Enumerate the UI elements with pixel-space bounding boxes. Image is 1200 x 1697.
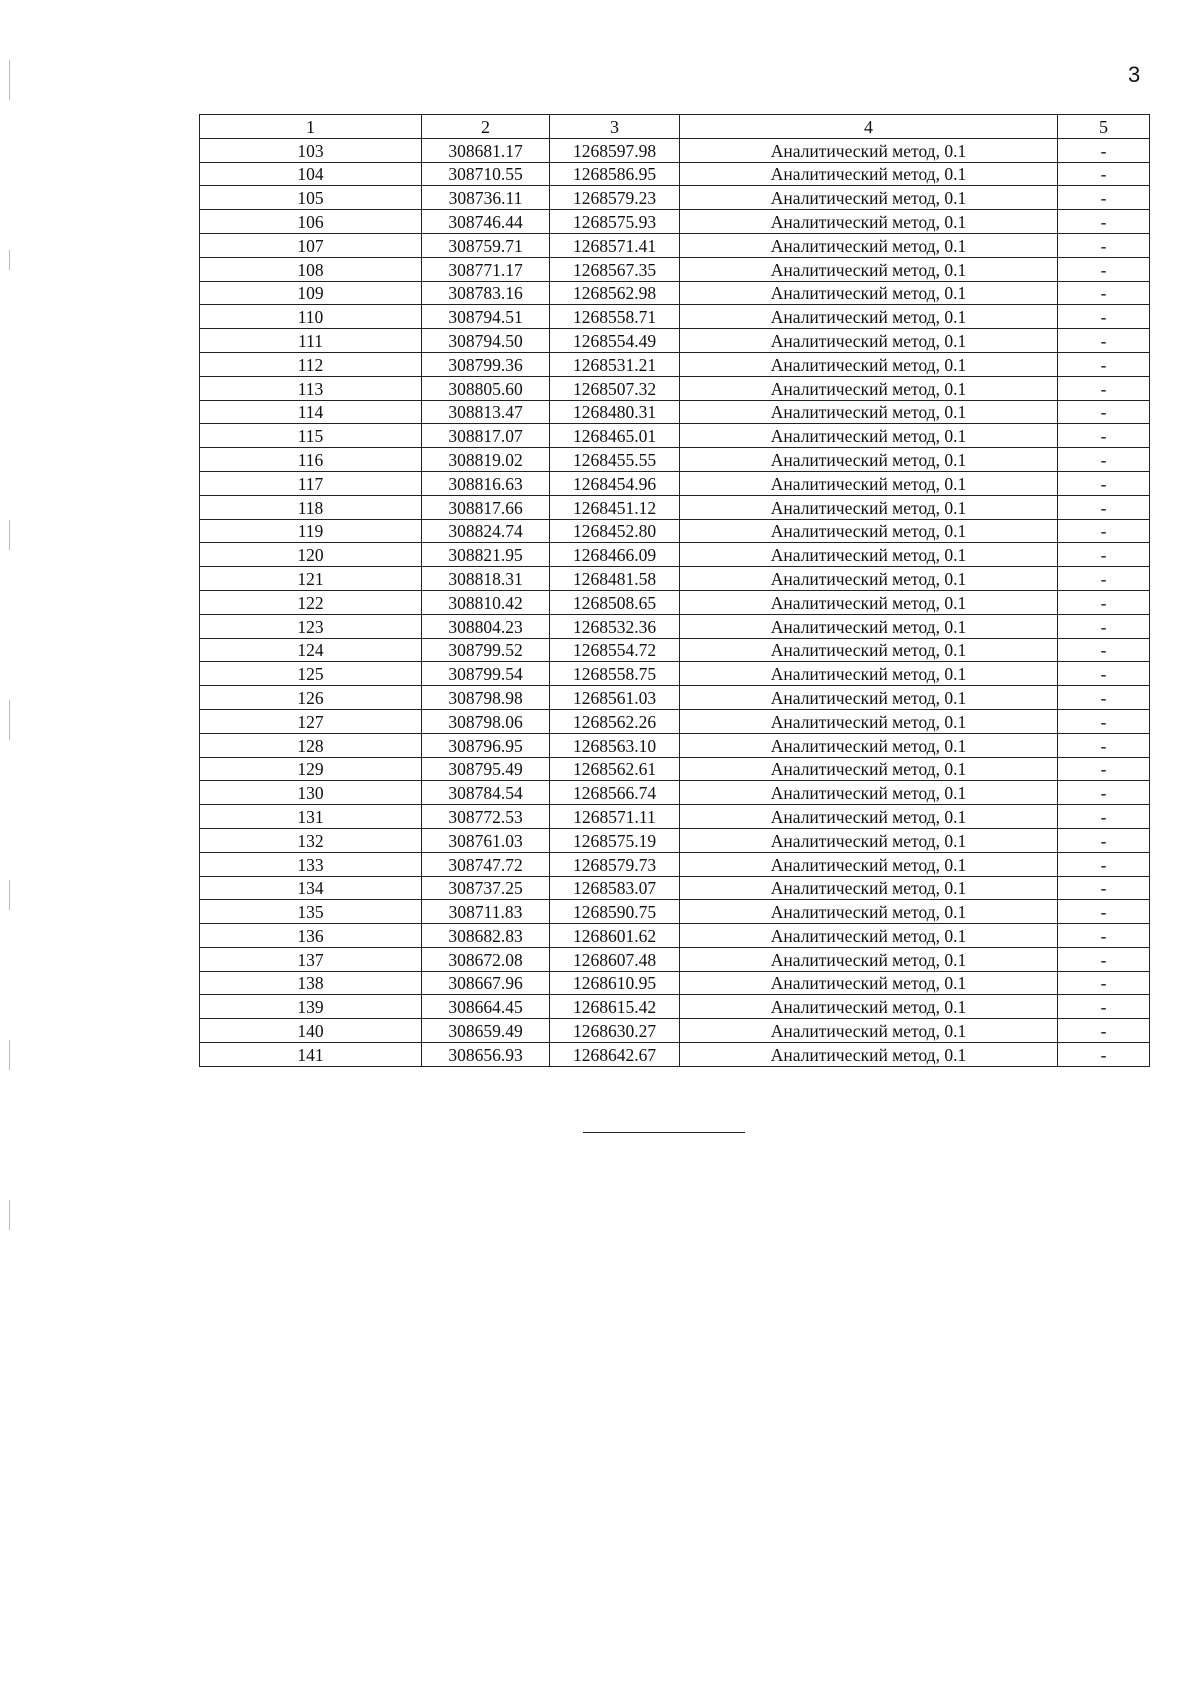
table-row bbox=[200, 590, 1150, 614]
table-row bbox=[200, 614, 1150, 638]
scan-margin-mark bbox=[9, 250, 10, 270]
y-coordinate-cell: 1268562.26 bbox=[550, 709, 680, 733]
x-coordinate-cell: 308761.03 bbox=[422, 828, 550, 852]
scan-margin-mark bbox=[9, 520, 10, 550]
table-row bbox=[200, 781, 1150, 805]
point-number-cell: 126 bbox=[200, 686, 422, 710]
y-coordinate-cell: 1268558.75 bbox=[550, 662, 680, 686]
table-row bbox=[200, 1019, 1150, 1043]
method-cell: Аналитический метод, 0.1 bbox=[680, 662, 1058, 686]
notes-cell: - bbox=[1058, 590, 1150, 614]
x-coordinate-cell: 308795.49 bbox=[422, 757, 550, 781]
y-coordinate-cell: 1268575.93 bbox=[550, 210, 680, 234]
table-row bbox=[200, 424, 1150, 448]
y-coordinate-cell: 1268455.55 bbox=[550, 448, 680, 472]
point-number-cell: 127 bbox=[200, 709, 422, 733]
column-header: 3 bbox=[550, 115, 680, 139]
point-number-cell: 130 bbox=[200, 781, 422, 805]
method-cell: Аналитический метод, 0.1 bbox=[680, 400, 1058, 424]
method-cell: Аналитический метод, 0.1 bbox=[680, 567, 1058, 591]
method-cell: Аналитический метод, 0.1 bbox=[680, 519, 1058, 543]
x-coordinate-cell: 308659.49 bbox=[422, 1019, 550, 1043]
x-coordinate-cell: 308816.63 bbox=[422, 471, 550, 495]
notes-cell: - bbox=[1058, 376, 1150, 400]
point-number-cell: 140 bbox=[200, 1019, 422, 1043]
point-number-cell: 113 bbox=[200, 376, 422, 400]
page-number: 3 bbox=[1128, 62, 1141, 87]
method-cell: Аналитический метод, 0.1 bbox=[680, 924, 1058, 948]
method-cell: Аналитический метод, 0.1 bbox=[680, 733, 1058, 757]
notes-cell: - bbox=[1058, 995, 1150, 1019]
y-coordinate-cell: 1268562.61 bbox=[550, 757, 680, 781]
method-cell: Аналитический метод, 0.1 bbox=[680, 614, 1058, 638]
notes-cell: - bbox=[1058, 947, 1150, 971]
notes-cell: - bbox=[1058, 233, 1150, 257]
method-cell: Аналитический метод, 0.1 bbox=[680, 210, 1058, 234]
y-coordinate-cell: 1268481.58 bbox=[550, 567, 680, 591]
point-number-cell: 132 bbox=[200, 828, 422, 852]
method-cell: Аналитический метод, 0.1 bbox=[680, 352, 1058, 376]
table-row bbox=[200, 828, 1150, 852]
point-number-cell: 118 bbox=[200, 495, 422, 519]
x-coordinate-cell: 308817.07 bbox=[422, 424, 550, 448]
table-row bbox=[200, 709, 1150, 733]
notes-cell: - bbox=[1058, 210, 1150, 234]
table-row bbox=[200, 876, 1150, 900]
point-number-cell: 110 bbox=[200, 305, 422, 329]
point-number-cell: 121 bbox=[200, 567, 422, 591]
point-number-cell: 134 bbox=[200, 876, 422, 900]
y-coordinate-cell: 1268642.67 bbox=[550, 1043, 680, 1067]
method-cell: Аналитический метод, 0.1 bbox=[680, 805, 1058, 829]
y-coordinate-cell: 1268466.09 bbox=[550, 543, 680, 567]
table-row bbox=[200, 947, 1150, 971]
method-cell: Аналитический метод, 0.1 bbox=[680, 281, 1058, 305]
table-row bbox=[200, 305, 1150, 329]
notes-cell: - bbox=[1058, 519, 1150, 543]
y-coordinate-cell: 1268583.07 bbox=[550, 876, 680, 900]
point-number-cell: 111 bbox=[200, 329, 422, 353]
notes-cell: - bbox=[1058, 281, 1150, 305]
notes-cell: - bbox=[1058, 448, 1150, 472]
method-cell: Аналитический метод, 0.1 bbox=[680, 233, 1058, 257]
table-row bbox=[200, 638, 1150, 662]
y-coordinate-cell: 1268579.23 bbox=[550, 186, 680, 210]
method-cell: Аналитический метод, 0.1 bbox=[680, 495, 1058, 519]
y-coordinate-cell: 1268590.75 bbox=[550, 900, 680, 924]
point-number-cell: 120 bbox=[200, 543, 422, 567]
point-number-cell: 141 bbox=[200, 1043, 422, 1067]
x-coordinate-cell: 308798.98 bbox=[422, 686, 550, 710]
point-number-cell: 109 bbox=[200, 281, 422, 305]
y-coordinate-cell: 1268607.48 bbox=[550, 947, 680, 971]
method-cell: Аналитический метод, 0.1 bbox=[680, 686, 1058, 710]
y-coordinate-cell: 1268532.36 bbox=[550, 614, 680, 638]
x-coordinate-cell: 308805.60 bbox=[422, 376, 550, 400]
notes-cell: - bbox=[1058, 924, 1150, 948]
x-coordinate-cell: 308667.96 bbox=[422, 971, 550, 995]
notes-cell: - bbox=[1058, 305, 1150, 329]
x-coordinate-cell: 308747.72 bbox=[422, 852, 550, 876]
x-coordinate-cell: 308824.74 bbox=[422, 519, 550, 543]
point-number-cell: 122 bbox=[200, 590, 422, 614]
table-row bbox=[200, 662, 1150, 686]
y-coordinate-cell: 1268586.95 bbox=[550, 162, 680, 186]
notes-cell: - bbox=[1058, 138, 1150, 162]
table-row bbox=[200, 210, 1150, 234]
y-coordinate-cell: 1268562.98 bbox=[550, 281, 680, 305]
method-cell: Аналитический метод, 0.1 bbox=[680, 1043, 1058, 1067]
y-coordinate-cell: 1268566.74 bbox=[550, 781, 680, 805]
point-number-cell: 129 bbox=[200, 757, 422, 781]
point-number-cell: 133 bbox=[200, 852, 422, 876]
column-header: 2 bbox=[422, 115, 550, 139]
y-coordinate-cell: 1268563.10 bbox=[550, 733, 680, 757]
notes-cell: - bbox=[1058, 757, 1150, 781]
notes-cell: - bbox=[1058, 567, 1150, 591]
method-cell: Аналитический метод, 0.1 bbox=[680, 781, 1058, 805]
y-coordinate-cell: 1268597.98 bbox=[550, 138, 680, 162]
table-row bbox=[200, 757, 1150, 781]
scan-margin-mark bbox=[9, 1200, 10, 1230]
y-coordinate-cell: 1268452.80 bbox=[550, 519, 680, 543]
x-coordinate-cell: 308736.11 bbox=[422, 186, 550, 210]
scan-margin-mark bbox=[9, 1040, 10, 1070]
method-cell: Аналитический метод, 0.1 bbox=[680, 138, 1058, 162]
column-header: 5 bbox=[1058, 115, 1150, 139]
y-coordinate-cell: 1268531.21 bbox=[550, 352, 680, 376]
notes-cell: - bbox=[1058, 186, 1150, 210]
point-number-cell: 107 bbox=[200, 233, 422, 257]
method-cell: Аналитический метод, 0.1 bbox=[680, 1019, 1058, 1043]
point-number-cell: 114 bbox=[200, 400, 422, 424]
method-cell: Аналитический метод, 0.1 bbox=[680, 424, 1058, 448]
method-cell: Аналитический метод, 0.1 bbox=[680, 900, 1058, 924]
y-coordinate-cell: 1268508.65 bbox=[550, 590, 680, 614]
coordinates-table bbox=[199, 114, 1150, 1067]
notes-cell: - bbox=[1058, 781, 1150, 805]
point-number-cell: 116 bbox=[200, 448, 422, 472]
notes-cell: - bbox=[1058, 686, 1150, 710]
y-coordinate-cell: 1268554.49 bbox=[550, 329, 680, 353]
table-row bbox=[200, 900, 1150, 924]
notes-cell: - bbox=[1058, 400, 1150, 424]
x-coordinate-cell: 308804.23 bbox=[422, 614, 550, 638]
table-row bbox=[200, 138, 1150, 162]
table-row bbox=[200, 448, 1150, 472]
x-coordinate-cell: 308798.06 bbox=[422, 709, 550, 733]
y-coordinate-cell: 1268451.12 bbox=[550, 495, 680, 519]
method-cell: Аналитический метод, 0.1 bbox=[680, 876, 1058, 900]
notes-cell: - bbox=[1058, 828, 1150, 852]
notes-cell: - bbox=[1058, 329, 1150, 353]
point-number-cell: 136 bbox=[200, 924, 422, 948]
y-coordinate-cell: 1268571.41 bbox=[550, 233, 680, 257]
method-cell: Аналитический метод, 0.1 bbox=[680, 329, 1058, 353]
x-coordinate-cell: 308799.54 bbox=[422, 662, 550, 686]
y-coordinate-cell: 1268561.03 bbox=[550, 686, 680, 710]
y-coordinate-cell: 1268579.73 bbox=[550, 852, 680, 876]
notes-cell: - bbox=[1058, 1043, 1150, 1067]
method-cell: Аналитический метод, 0.1 bbox=[680, 638, 1058, 662]
method-cell: Аналитический метод, 0.1 bbox=[680, 852, 1058, 876]
point-number-cell: 106 bbox=[200, 210, 422, 234]
y-coordinate-cell: 1268601.62 bbox=[550, 924, 680, 948]
table-row bbox=[200, 257, 1150, 281]
x-coordinate-cell: 308821.95 bbox=[422, 543, 550, 567]
x-coordinate-cell: 308664.45 bbox=[422, 995, 550, 1019]
point-number-cell: 139 bbox=[200, 995, 422, 1019]
table-header-row bbox=[200, 115, 1150, 139]
table-row bbox=[200, 519, 1150, 543]
x-coordinate-cell: 308799.36 bbox=[422, 352, 550, 376]
notes-cell: - bbox=[1058, 805, 1150, 829]
method-cell: Аналитический метод, 0.1 bbox=[680, 590, 1058, 614]
x-coordinate-cell: 308772.53 bbox=[422, 805, 550, 829]
y-coordinate-cell: 1268571.11 bbox=[550, 805, 680, 829]
table-row bbox=[200, 971, 1150, 995]
notes-cell: - bbox=[1058, 638, 1150, 662]
table-row bbox=[200, 805, 1150, 829]
notes-cell: - bbox=[1058, 352, 1150, 376]
table-row bbox=[200, 1043, 1150, 1067]
point-number-cell: 135 bbox=[200, 900, 422, 924]
x-coordinate-cell: 308818.31 bbox=[422, 567, 550, 591]
y-coordinate-cell: 1268630.27 bbox=[550, 1019, 680, 1043]
method-cell: Аналитический метод, 0.1 bbox=[680, 305, 1058, 329]
point-number-cell: 128 bbox=[200, 733, 422, 757]
table-row bbox=[200, 281, 1150, 305]
table-row bbox=[200, 733, 1150, 757]
x-coordinate-cell: 308711.83 bbox=[422, 900, 550, 924]
point-number-cell: 131 bbox=[200, 805, 422, 829]
method-cell: Аналитический метод, 0.1 bbox=[680, 947, 1058, 971]
notes-cell: - bbox=[1058, 257, 1150, 281]
table-row bbox=[200, 162, 1150, 186]
notes-cell: - bbox=[1058, 733, 1150, 757]
notes-cell: - bbox=[1058, 614, 1150, 638]
x-coordinate-cell: 308817.66 bbox=[422, 495, 550, 519]
x-coordinate-cell: 308672.08 bbox=[422, 947, 550, 971]
table-row bbox=[200, 186, 1150, 210]
y-coordinate-cell: 1268615.42 bbox=[550, 995, 680, 1019]
point-number-cell: 103 bbox=[200, 138, 422, 162]
y-coordinate-cell: 1268465.01 bbox=[550, 424, 680, 448]
method-cell: Аналитический метод, 0.1 bbox=[680, 971, 1058, 995]
notes-cell: - bbox=[1058, 852, 1150, 876]
y-coordinate-cell: 1268567.35 bbox=[550, 257, 680, 281]
method-cell: Аналитический метод, 0.1 bbox=[680, 828, 1058, 852]
x-coordinate-cell: 308819.02 bbox=[422, 448, 550, 472]
table-row bbox=[200, 995, 1150, 1019]
x-coordinate-cell: 308796.95 bbox=[422, 733, 550, 757]
point-number-cell: 123 bbox=[200, 614, 422, 638]
method-cell: Аналитический метод, 0.1 bbox=[680, 376, 1058, 400]
point-number-cell: 124 bbox=[200, 638, 422, 662]
point-number-cell: 138 bbox=[200, 971, 422, 995]
point-number-cell: 125 bbox=[200, 662, 422, 686]
notes-cell: - bbox=[1058, 662, 1150, 686]
x-coordinate-cell: 308784.54 bbox=[422, 781, 550, 805]
table-body bbox=[200, 138, 1150, 1066]
scan-margin-mark bbox=[9, 700, 10, 740]
method-cell: Аналитический метод, 0.1 bbox=[680, 995, 1058, 1019]
y-coordinate-cell: 1268558.71 bbox=[550, 305, 680, 329]
point-number-cell: 112 bbox=[200, 352, 422, 376]
table-row bbox=[200, 543, 1150, 567]
method-cell: Аналитический метод, 0.1 bbox=[680, 709, 1058, 733]
x-coordinate-cell: 308710.55 bbox=[422, 162, 550, 186]
column-header: 1 bbox=[200, 115, 422, 139]
x-coordinate-cell: 308783.16 bbox=[422, 281, 550, 305]
point-number-cell: 137 bbox=[200, 947, 422, 971]
point-number-cell: 104 bbox=[200, 162, 422, 186]
table-row bbox=[200, 471, 1150, 495]
table-row bbox=[200, 495, 1150, 519]
x-coordinate-cell: 308681.17 bbox=[422, 138, 550, 162]
method-cell: Аналитический метод, 0.1 bbox=[680, 757, 1058, 781]
table-row bbox=[200, 233, 1150, 257]
table-row bbox=[200, 400, 1150, 424]
notes-cell: - bbox=[1058, 543, 1150, 567]
notes-cell: - bbox=[1058, 162, 1150, 186]
table-row bbox=[200, 924, 1150, 948]
x-coordinate-cell: 308810.42 bbox=[422, 590, 550, 614]
column-header: 4 bbox=[680, 115, 1058, 139]
y-coordinate-cell: 1268507.32 bbox=[550, 376, 680, 400]
table-row bbox=[200, 352, 1150, 376]
notes-cell: - bbox=[1058, 971, 1150, 995]
x-coordinate-cell: 308771.17 bbox=[422, 257, 550, 281]
x-coordinate-cell: 308682.83 bbox=[422, 924, 550, 948]
method-cell: Аналитический метод, 0.1 bbox=[680, 448, 1058, 472]
method-cell: Аналитический метод, 0.1 bbox=[680, 257, 1058, 281]
method-cell: Аналитический метод, 0.1 bbox=[680, 186, 1058, 210]
point-number-cell: 105 bbox=[200, 186, 422, 210]
x-coordinate-cell: 308656.93 bbox=[422, 1043, 550, 1067]
y-coordinate-cell: 1268554.72 bbox=[550, 638, 680, 662]
method-cell: Аналитический метод, 0.1 bbox=[680, 162, 1058, 186]
table-row bbox=[200, 329, 1150, 353]
point-number-cell: 108 bbox=[200, 257, 422, 281]
x-coordinate-cell: 308799.52 bbox=[422, 638, 550, 662]
notes-cell: - bbox=[1058, 900, 1150, 924]
y-coordinate-cell: 1268480.31 bbox=[550, 400, 680, 424]
table-row bbox=[200, 567, 1150, 591]
table-row bbox=[200, 852, 1150, 876]
point-number-cell: 115 bbox=[200, 424, 422, 448]
x-coordinate-cell: 308794.50 bbox=[422, 329, 550, 353]
y-coordinate-cell: 1268454.96 bbox=[550, 471, 680, 495]
scan-margin-mark bbox=[9, 880, 10, 910]
point-number-cell: 117 bbox=[200, 471, 422, 495]
x-coordinate-cell: 308737.25 bbox=[422, 876, 550, 900]
notes-cell: - bbox=[1058, 709, 1150, 733]
point-number-cell: 119 bbox=[200, 519, 422, 543]
notes-cell: - bbox=[1058, 471, 1150, 495]
x-coordinate-cell: 308813.47 bbox=[422, 400, 550, 424]
notes-cell: - bbox=[1058, 1019, 1150, 1043]
x-coordinate-cell: 308759.71 bbox=[422, 233, 550, 257]
method-cell: Аналитический метод, 0.1 bbox=[680, 543, 1058, 567]
notes-cell: - bbox=[1058, 424, 1150, 448]
end-separator-line bbox=[583, 1132, 745, 1133]
y-coordinate-cell: 1268610.95 bbox=[550, 971, 680, 995]
y-coordinate-cell: 1268575.19 bbox=[550, 828, 680, 852]
notes-cell: - bbox=[1058, 876, 1150, 900]
table-row bbox=[200, 376, 1150, 400]
scan-margin-mark bbox=[9, 60, 10, 100]
x-coordinate-cell: 308746.44 bbox=[422, 210, 550, 234]
notes-cell: - bbox=[1058, 495, 1150, 519]
table-row bbox=[200, 686, 1150, 710]
x-coordinate-cell: 308794.51 bbox=[422, 305, 550, 329]
method-cell: Аналитический метод, 0.1 bbox=[680, 471, 1058, 495]
